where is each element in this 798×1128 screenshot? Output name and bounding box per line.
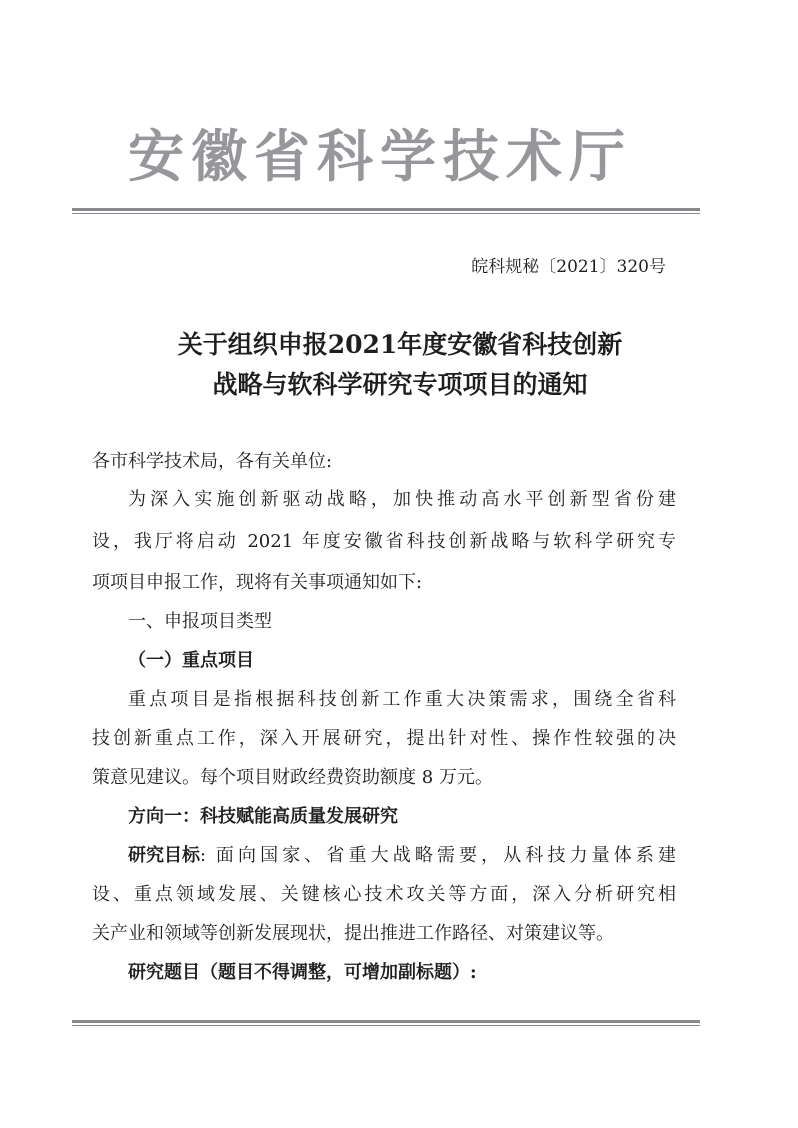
paragraph-line: 设、重点领域发展、关键核心技术攻关等方面，深入分析研究相	[92, 884, 676, 905]
organization-masthead: 安徽省科学技术厅	[128, 124, 632, 190]
research-goal-text: : 面向国家、省重大战略需要，从科技力量体系建	[200, 845, 676, 866]
research-goal-label: 研究目标	[128, 845, 200, 866]
document-title-line-2: 战略与软科学研究专项项目的通知	[212, 370, 588, 399]
intro-line: 设，我厅将启动 2021 年度安徽省科技创新战略与软科学研究专	[92, 531, 676, 552]
section-heading: 一、申报项目类型	[128, 611, 272, 632]
subsection-heading: （一）重点项目	[128, 650, 254, 671]
document-number: 皖科规秘〔2021〕320号	[471, 257, 666, 277]
research-topic-heading: 研究题目（题目不得调整，可增加副标题）:	[128, 962, 477, 983]
research-goal-line	[128, 838, 676, 874]
header-divider	[72, 208, 700, 214]
paragraph-line: 关产业和领域等创新发展现状，提出推进工作路径、对策建议等。	[92, 923, 614, 944]
direction-heading: 方向一：科技赋能高质量发展研究	[128, 806, 398, 827]
document-title-line-1: 关于组织申报2021年度安徽省科技创新	[177, 330, 623, 359]
intro-line: 为深入实施创新驱动战略，加快推动高水平创新型省份建	[128, 489, 676, 510]
footer-divider	[72, 1020, 700, 1026]
intro-line: 项项目申报工作，现将有关事项通知如下:	[92, 572, 423, 593]
salutation: 各市科学技术局，各有关单位:	[92, 451, 333, 472]
paragraph-line: 重点项目是指根据科技创新工作重大决策需求，围绕全省科	[128, 689, 676, 710]
paragraph-line: 技创新重点工作，深入开展研究，提出针对性、操作性较强的决	[92, 728, 676, 749]
paragraph-line: 策意见建议。每个项目财政经费资助额度 8 万元。	[92, 767, 493, 788]
